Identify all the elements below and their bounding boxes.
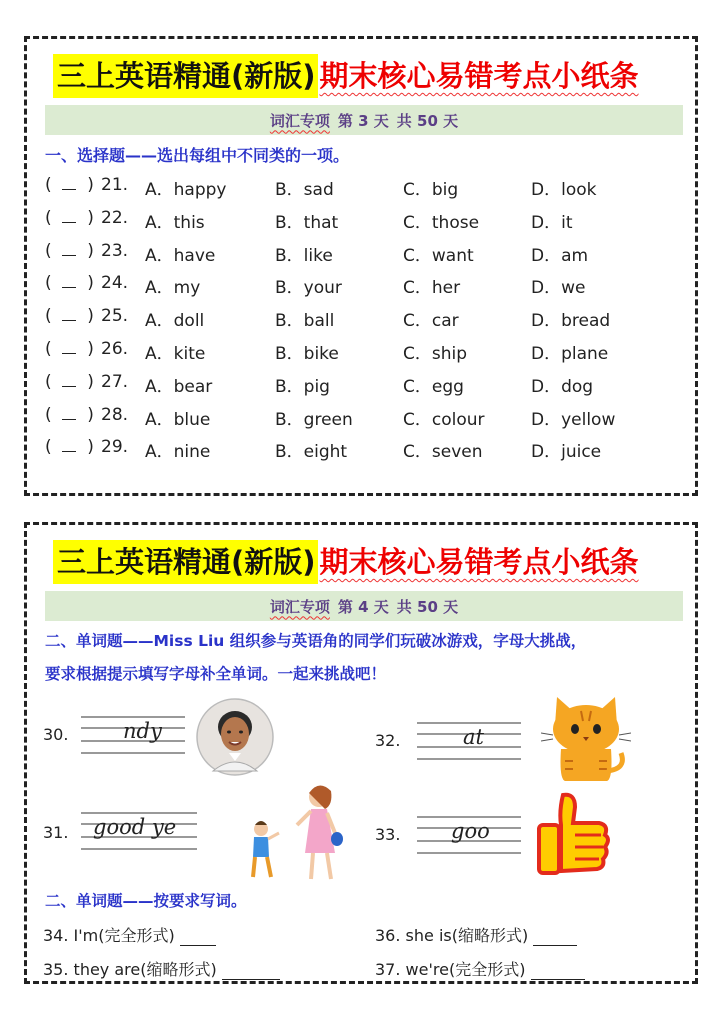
question-row [45,208,685,234]
answer-blank[interactable] [62,208,76,223]
option-word: juice [561,442,602,463]
option-letter: C． [403,278,432,299]
option-letter: B． [275,180,304,200]
option-word: seven [431,442,483,463]
question-number: 24. [101,273,129,294]
answer-blank[interactable] [62,437,76,452]
option-word: eight [303,442,348,463]
option-letter: D． [531,442,562,463]
option-letter: A． [145,344,174,364]
option-a [145,208,205,233]
fill-text: we're(完全形式) [405,960,526,979]
question-number: 28. [101,404,129,425]
option-a [145,339,205,364]
option-letter: D． [531,245,562,266]
option-letter: B． [275,245,304,266]
option-word: dog [561,376,594,397]
option-letter: B． [275,311,304,332]
option-letter: D． [531,344,562,364]
answer-paren[interactable]: ( ) [45,273,94,294]
option-letter: B． [275,344,304,364]
option-c [403,175,458,200]
option-word: ball [303,311,335,332]
option-letter: C． [403,180,432,200]
option-letter: B． [275,212,304,233]
answer-paren[interactable]: ( ) [45,306,94,327]
option-word: happy [173,180,227,200]
option-letter: D． [531,376,562,397]
answer-paren[interactable]: ( ) [45,404,94,425]
answer-paren[interactable]: ( ) [45,437,94,458]
banner-total: 共 50 天 [396,111,459,130]
option-letter: B． [275,442,304,463]
worksheet-card-day3 [24,36,698,496]
option-b [275,273,342,298]
fill-number: 35. [43,960,69,979]
answer-paren[interactable]: ( ) [45,339,94,359]
answer-blank[interactable] [62,273,76,288]
question-number: 21. [101,175,129,195]
option-word: doll [173,311,205,332]
option-a [145,437,210,462]
question-number: 22. [101,207,129,228]
question-number: 27. [101,371,129,392]
answer-blank[interactable] [62,241,76,256]
banner-topic: 词汇专项 [269,597,330,616]
option-a [145,273,200,298]
answer-blank[interactable] [222,963,280,980]
option-letter: D． [531,311,562,332]
worksheet-card-day4 [24,522,698,984]
banner-day: 第 4 天 [337,597,389,616]
word-number: 31. [43,823,69,842]
option-a [145,175,226,200]
section-heading-write: 二、单词题——按要求写词。 [45,892,247,910]
option-word: her [431,278,461,299]
option-word: have [173,245,216,266]
option-word: look [561,180,597,200]
question-number: 26. [101,339,129,359]
option-letter: C． [403,311,432,332]
option-b [275,241,333,266]
option-word: sad [303,180,334,200]
option-word: bread [561,311,611,332]
word-hint: good ye [93,815,177,839]
question-row [45,339,685,365]
option-word: plane [561,344,609,364]
option-letter: A． [145,442,174,463]
word-number: 32. [375,731,401,750]
cat-icon [541,691,631,783]
card-title [53,539,639,585]
option-b [275,208,338,233]
banner-total: 共 50 天 [396,597,459,616]
thumbs-up-icon [535,791,611,881]
title-highlight-part: 三上英语精通(新版) [53,54,318,98]
option-word: pig [303,376,330,397]
option-b [275,175,334,200]
option-d [531,175,596,200]
option-word: egg [431,376,464,397]
title-red-part: 期末核心易错考点小纸条 [319,545,639,579]
option-d [531,437,601,462]
fill-text: they are(缩略形式) [73,960,217,979]
answer-blank[interactable] [62,306,76,321]
option-letter: D． [531,212,562,233]
option-word: that [303,212,339,233]
option-letter: C． [403,245,432,266]
option-d [531,208,572,233]
mother-child-icon [227,775,355,885]
option-b [275,405,353,430]
question-row [45,273,685,299]
question-row [45,437,685,463]
fill-item [375,923,577,946]
option-word: we [561,278,586,299]
fill-text: she is(缩略形式) [405,926,529,945]
man-portrait-icon [195,697,275,777]
option-a [145,241,215,266]
option-a [145,306,204,331]
title-red-part: 期末核心易错考点小纸条 [319,59,639,93]
question-row [45,241,685,267]
answer-blank[interactable] [62,175,76,190]
fill-text: I'm(完全形式) [73,926,175,945]
option-b [275,339,339,364]
question-number: 29. [101,437,129,458]
option-word: colour [431,409,485,430]
option-d [531,241,588,266]
option-d [531,306,610,331]
answer-blank[interactable] [62,372,76,387]
option-d [531,372,593,397]
question-number: 23. [101,240,129,261]
answer-blank[interactable] [180,929,216,946]
fill-item [43,923,216,946]
question-row [45,372,685,398]
answer-blank[interactable] [62,405,76,420]
option-c [403,273,460,298]
word-hint: at [463,725,484,749]
option-b [275,437,347,462]
question-row [45,405,685,431]
option-letter: A． [145,409,174,430]
option-letter: C． [403,409,432,430]
option-word: green [303,409,353,430]
option-letter: C． [403,442,432,463]
option-word: kite [173,344,206,364]
option-letter: C． [403,212,432,233]
option-c [403,241,474,266]
option-letter: B． [275,376,304,397]
option-letter: A． [145,376,174,397]
option-a [145,405,210,430]
option-word: it [561,212,573,233]
day-banner [45,591,683,621]
option-b [275,306,334,331]
option-word: yellow [561,409,616,430]
word-hint: ndy [123,719,162,743]
answer-blank[interactable] [531,963,585,980]
answer-paren[interactable]: ( ) [45,207,94,228]
answer-paren[interactable]: ( ) [45,371,94,392]
option-letter: D． [531,180,562,200]
answer-paren[interactable]: ( ) [45,175,94,195]
answer-blank[interactable] [533,929,577,946]
section-heading-letters-line1: 二、单词题——Miss Liu 组织参与英语角的同学们玩破冰游戏，字母大挑战， [45,632,587,650]
day-banner [45,105,683,135]
fill-item [375,957,585,980]
fill-item [43,957,280,980]
option-letter: A． [145,180,174,200]
option-c [403,339,467,364]
option-letter: C． [403,376,432,397]
option-word: ship [431,344,468,364]
option-word: big [431,180,459,200]
section-heading-letters-line2: 要求根据提示填写字母补全单词。一起来挑战吧！ [45,665,387,683]
fill-number: 37. [375,960,401,979]
option-word: this [173,212,205,233]
word-number: 30. [43,725,69,744]
option-word: those [431,212,480,233]
option-b [275,372,330,397]
option-word: am [561,245,589,266]
option-word: like [303,245,333,266]
option-letter: A． [145,245,174,266]
option-c [403,306,459,331]
option-letter: B． [275,409,304,430]
option-letter: D． [531,409,562,430]
option-letter: A． [145,311,174,332]
question-row [45,306,685,332]
option-d [531,405,615,430]
option-word: your [303,278,342,299]
option-word: bike [303,344,339,364]
banner-topic: 词汇专项 [269,111,330,130]
option-word: car [431,311,459,332]
option-word: bear [173,376,213,397]
option-letter: C． [403,344,432,364]
answer-paren[interactable]: ( ) [45,240,94,261]
question-number: 25. [101,306,129,327]
option-word: nine [173,442,211,463]
option-word: my [173,278,201,299]
fill-number: 34. [43,926,69,945]
option-c [403,208,479,233]
option-letter: A． [145,278,174,299]
option-c [403,437,483,462]
answer-blank[interactable] [62,339,76,354]
option-a [145,372,212,397]
option-d [531,339,608,364]
question-row [45,175,685,201]
option-d [531,273,585,298]
option-word: blue [173,409,211,430]
title-highlight-part: 三上英语精通(新版) [53,540,318,584]
card-title [53,53,639,99]
fill-number: 36. [375,926,401,945]
option-c [403,405,485,430]
word-number: 33. [375,825,401,844]
option-letter: A． [145,212,174,233]
banner-day: 第 3 天 [337,111,389,130]
option-letter: B． [275,278,304,299]
option-word: want [431,245,474,266]
section-heading-choice: 一、选择题——选出每组中不同类的一项。 [45,146,350,165]
option-letter: D． [531,278,562,299]
word-hint: goo [451,819,490,843]
option-c [403,372,464,397]
